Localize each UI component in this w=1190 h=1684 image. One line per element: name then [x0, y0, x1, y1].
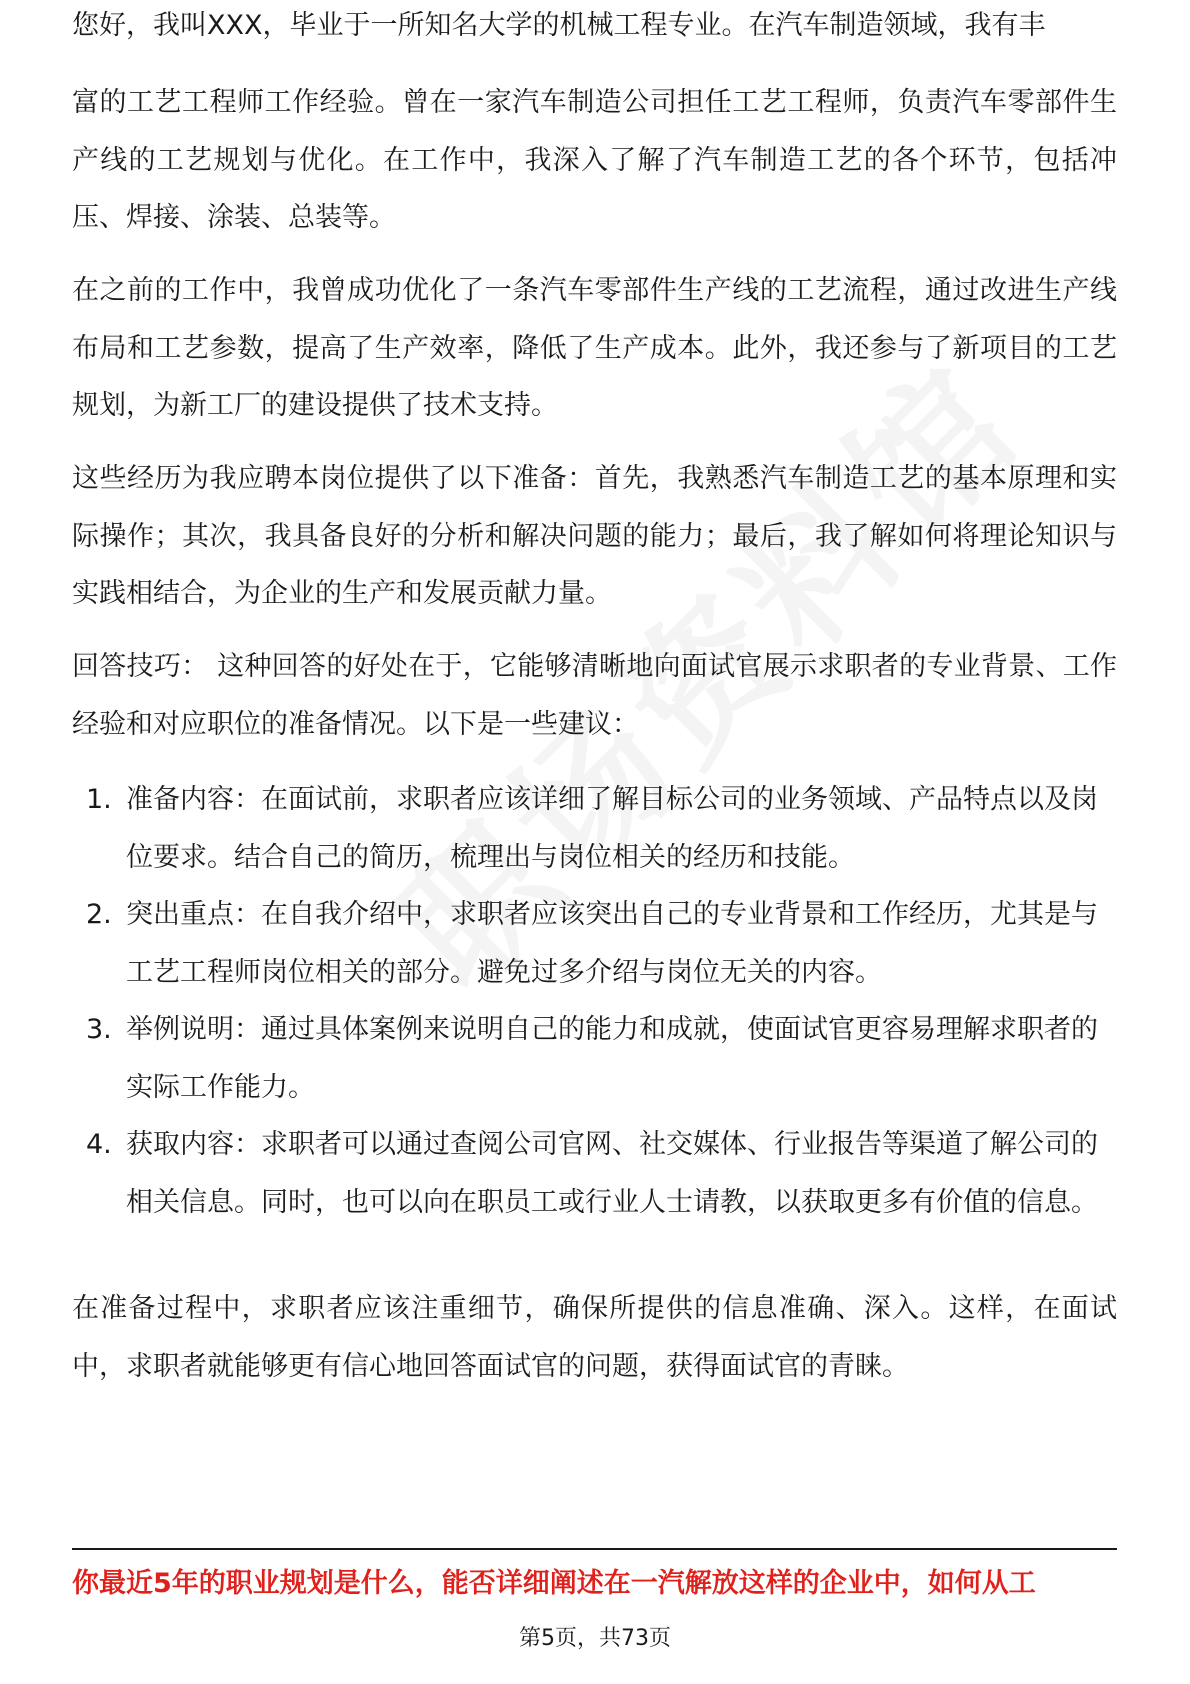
- list-item-number: 2.: [86, 899, 112, 930]
- list-item: [72, 1001, 1117, 1116]
- tips-list: [72, 771, 1117, 1231]
- list-item-text: 准备内容：在面试前，求职者应该详细了解目标公司的业务领域、产品特点以及岗位要求。结合自己的简历，梳理出与岗位相关的经历和技能。: [126, 784, 1098, 873]
- closing-paragraph: 在准备过程中，求职者应该注重细节，确保所提供的信息准确、深入。这样，在面试中，求职者就能够更有信心地回答面试官的问题，获得面试官的青睐。: [72, 1293, 1117, 1382]
- list-item: [72, 771, 1117, 886]
- list-item-text: 突出重点：在自我介绍中，求职者应该突出自己的专业背景和工作经历，尤其是与工艺工程师岗位相关的部分。避免过多介绍与岗位无关的内容。: [126, 899, 1098, 988]
- clipped-top-line-text: 您好，我叫XXX，毕业于一所知名大学的机械工程专业。在汽车制造领域，我有丰: [72, 10, 1046, 41]
- list-item: [72, 1116, 1117, 1231]
- tips-intro-paragraph: 回答技巧： 这种回答的好处在于，它能够清晰地向面试官展示求职者的专业背景、工作经验和对应职位的准备情况。以下是一些建议：: [72, 651, 1117, 740]
- preparation-paragraph: 这些经历为我应聘本岗位提供了以下准备：首先，我熟悉汽车制造工艺的基本原理和实际操作；其次，我具备良好的分析和解决问题的能力；最后，我了解如何将理论知识与实践相结合，为企业的生产和发展贡献力量。: [72, 463, 1117, 609]
- clipped-top-line: [72, 10, 1117, 70]
- next-question-heading: 你最近5年的职业规划是什么，能否详细阐述在一汽解放这样的企业中，如何从工: [72, 1568, 1036, 1599]
- page-number-footer: 第5页，共73页: [519, 1626, 671, 1651]
- list-item-number: 1.: [86, 784, 112, 815]
- intro-paragraph: 富的工艺工程师工作经验。曾在一家汽车制造公司担任工艺工程师，负责汽车零部件生产线的工艺规划与优化。在工作中，我深入了解了汽车制造工艺的各个环节，包括冲压、焊接、涂装、总装等。: [72, 87, 1117, 233]
- list-item-number: 4.: [86, 1129, 112, 1160]
- experience-paragraph: 在之前的工作中，我曾成功优化了一条汽车零部件生产线的工艺流程，通过改进生产线布局和工艺参数，提高了生产效率，降低了生产成本。此外，我还参与了新项目的工艺规划，为新工厂的建设提供了技术支持。: [72, 275, 1117, 421]
- list-item-text: 举例说明：通过具体案例来说明自己的能力和成就，使面试官更容易理解求职者的实际工作能力。: [126, 1014, 1098, 1103]
- section-divider: [72, 1548, 1117, 1550]
- list-item: [72, 886, 1117, 1001]
- list-item-number: 3.: [86, 1014, 112, 1045]
- list-item-text: 获取内容：求职者可以通过查阅公司官网、社交媒体、行业报告等渠道了解公司的相关信息。同时，也可以向在职员工或行业人士请教，以获取更多有价值的信息。: [126, 1129, 1098, 1218]
